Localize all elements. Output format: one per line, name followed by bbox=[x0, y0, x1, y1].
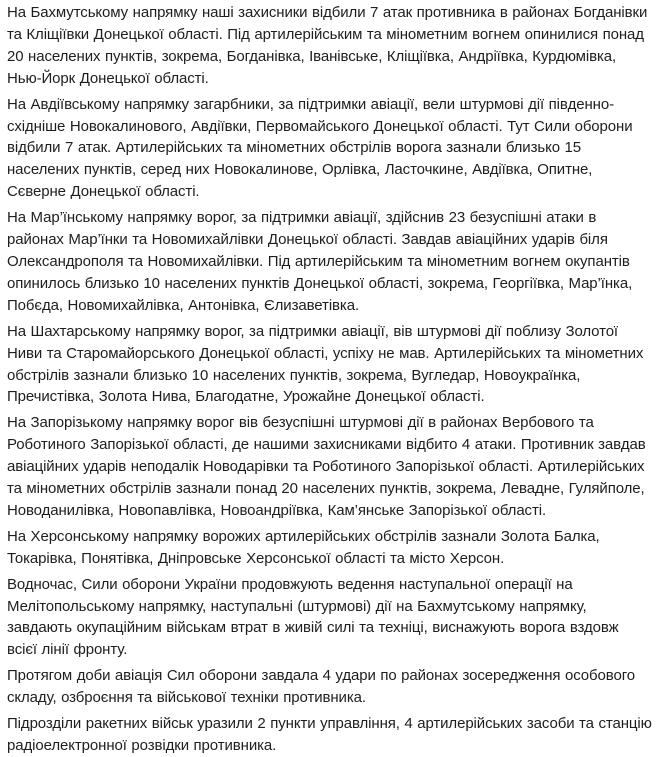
report-paragraph-shakhtarsk: На Шахтарському напрямку ворог, за підтримки авіації, вів штурмові дії поблизу Золотої Ниви та Старомайорського Донецької області, успіху не мав. Артилерійських та мінометних обстрілів зазнали близько 10 населених пунктів, зокрема, Вугледар, Новоукраїнка, Пречистівка, Золота Нива, Благодатне, Урожайне Донецької області. bbox=[7, 322, 644, 406]
report-paragraph-missiles: Підрозділи ракетних військ уразили 2 пункти управління, 4 артилерійських засоби та станцію радіоелектронної розвідки противника. bbox=[7, 715, 652, 754]
report-paragraph-marinka: На Мар’їнському напрямку ворог, за підтримки авіації, здійснив 23 безуспішні атаки в районах Мар’їнки та Новомихайлівки Донецької області. Завдав авіаційних ударів біля Олександрополя та Новомихайлівки. Під артилерійським та мінометним вогнем окупантів опинилось близько 10 населених пунктів Донецької області, зокрема, Георгіївка, Мар’їнка, Побєда, Новомихайлівка, Антонівка, Єлизаветівка. bbox=[7, 209, 633, 314]
report-paragraph-zaporizhzhia: На Запорізькому напрямку ворог вів безуспішні штурмові дії в районах Вербового та Роботиного Запорізької області, де нашими захисниками відбито 4 атаки. Противник завдав авіаційних ударів неподалік Новодарівки та Роботиного Запорізької області. Артилерійських та мінометних обстрілів зазнали понад 20 населених пунктів, зокрема, Левадне, Гуляйполе, Новоданилівка, Новопавлівка, Новоандріївка, Кам’янське Запорізької області. bbox=[7, 414, 646, 519]
report-paragraph-avdiivka: На Авдіївському напрямку загарбники, за підтримки авіації, вели штурмові дії південно-східніше Новокалинового, Авдіївки, Первомайського Донецької області. Тут Сили оборони відбили 7 атак. Артилерійських та мінометних обстрілів ворога зазнали близько 15 населених пунктів, серед них Новокалинове, Орлівка, Ласточкине, Авдіївка, Опитне, Сєверне Донецької області. bbox=[7, 95, 633, 201]
report-paragraph-aviation: Протягом доби авіація Сил оборони завдала 4 удари по районах зосередження особового складу, озброєння та військової техніки противника. bbox=[7, 667, 635, 707]
report-paragraph-offensive: Водночас, Сили оборони України продовжують ведення наступальної операції на Мелітопольському напрямку, наступальні (штурмові) дії на Бахмутському напрямку, завдають окупаційним військам втрат в живій силі та техніці, виснажують ворога вздовж всієї лінії фронту. bbox=[7, 575, 619, 659]
report-paragraph-kherson: На Херсонському напрямку ворожих артилерійських обстрілів зазнали Золота Балка, Токарівка, Понятівка, Дніпровське Херсонської області та місто Херсон. bbox=[7, 527, 600, 567]
report-paragraph-bakhmut: На Бахмутському напрямку наші захисники відбили 7 атак противника в районах Богданівки та Кліщіївки Донецької області. Під артилерійським та мінометним вогнем опинилися понад 20 населених пунктів, зокрема, Богданівка, Іванівське, Кліщіївка, Андріївка, Курдюмівка, Нью-Йорк Донецької області. bbox=[7, 4, 648, 87]
